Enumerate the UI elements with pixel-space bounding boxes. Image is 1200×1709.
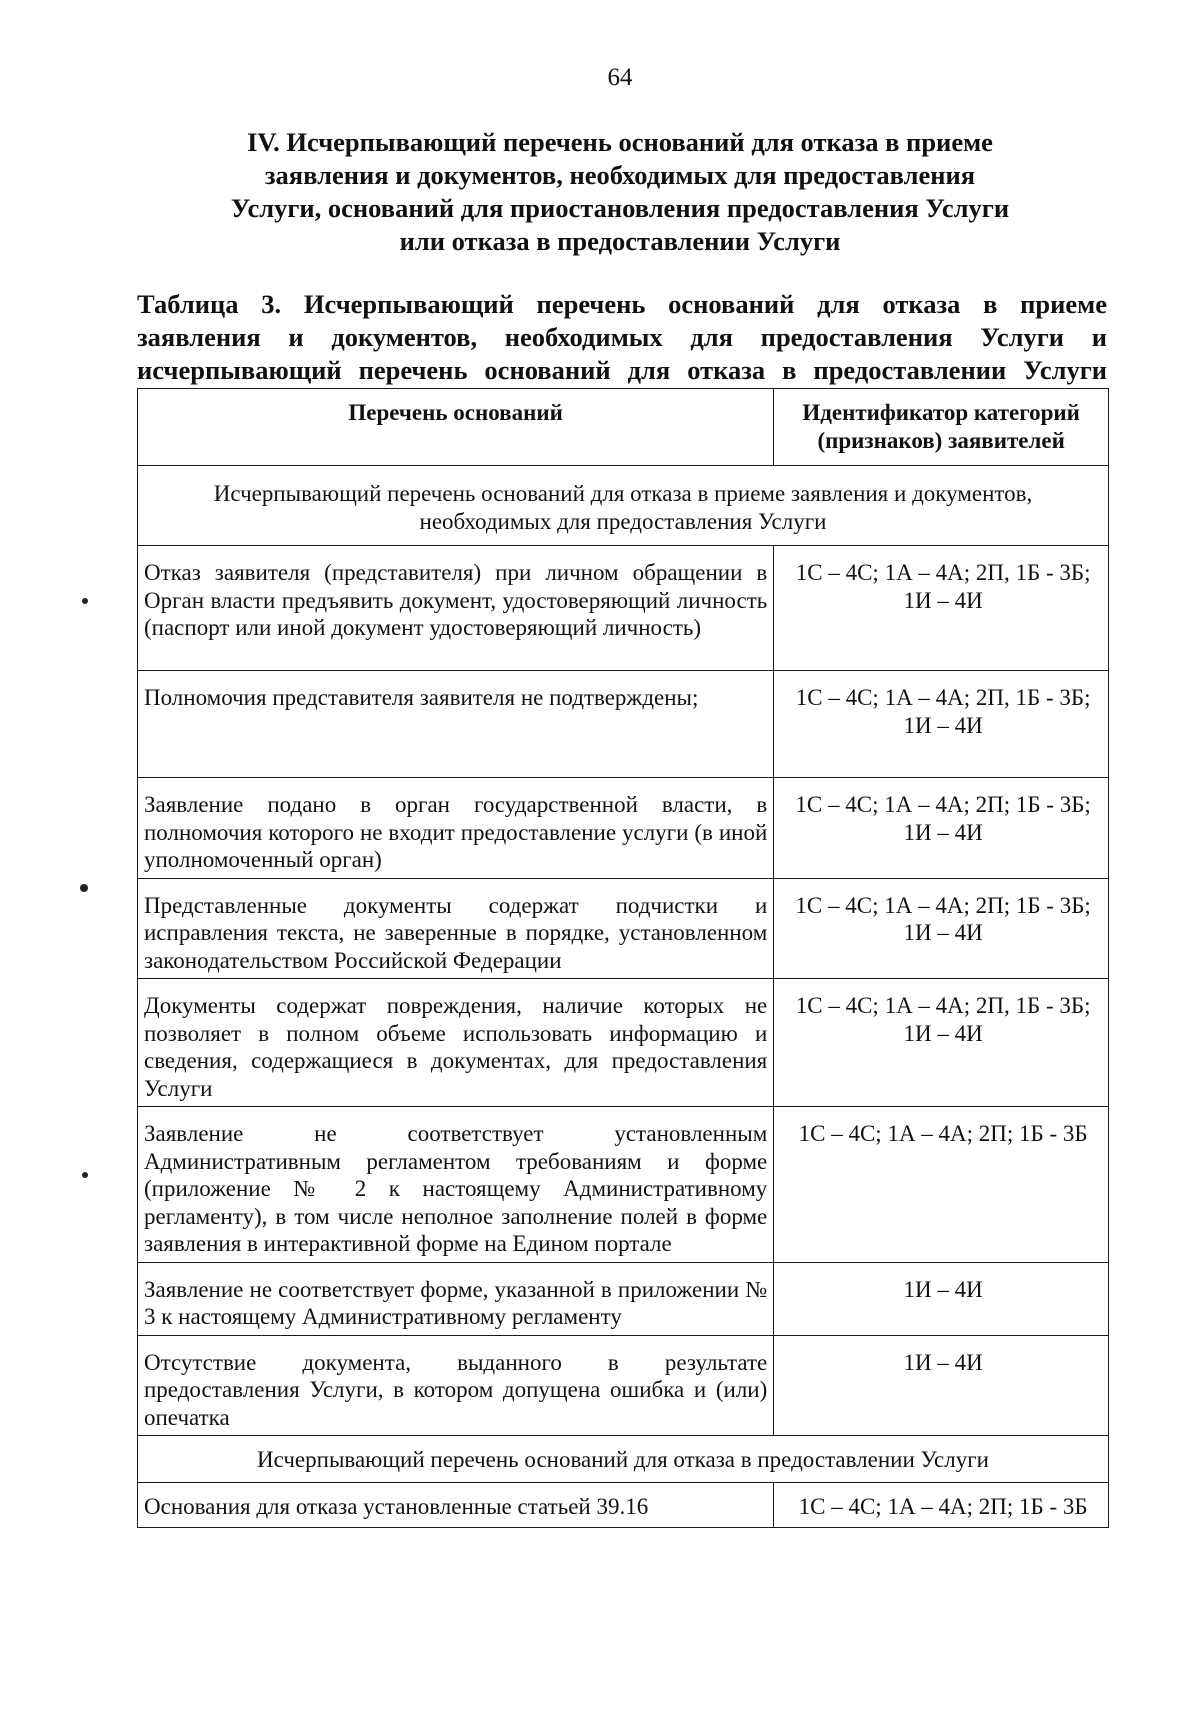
reason-cell: Полномочия представителя заявителя не подтверждены; xyxy=(138,671,774,778)
category-id-cell xyxy=(774,1482,1109,1527)
table-row xyxy=(138,1107,1109,1263)
group-heading-line: Исчерпывающий перечень оснований для отказа в предоставлении Услуги xyxy=(257,1447,989,1472)
section-title-line: заявления и документов, необходимых для предоставления xyxy=(264,160,976,190)
category-id-cell xyxy=(774,546,1109,671)
table-row xyxy=(138,546,1109,671)
category-id-cell xyxy=(774,1262,1109,1335)
grounds-table xyxy=(137,388,1109,1528)
scan-speck xyxy=(82,1172,88,1178)
reason-cell: Основания для отказа установленные статьей 39.16 xyxy=(138,1482,774,1527)
category-id-cell xyxy=(774,671,1109,778)
header-category-id-line: (признаков) заявителей xyxy=(817,427,1065,453)
reason-cell: Представленные документы содержат подчистки и исправления текста, не заверенные в порядке, установленном законодательством Российской Федерации xyxy=(138,878,774,979)
table-caption-line: Таблица 3. Исчерпывающий перечень оснований для отказа в приеме xyxy=(137,289,1107,319)
reason-cell: Документы содержат повреждения, наличие которых не позволяет в полном объеме использовать информацию и сведения, содержащиеся в документах, для предоставления Услуги xyxy=(138,979,774,1107)
header-category-id xyxy=(774,389,1109,466)
table-caption-line: исчерпывающий перечень оснований для отказа в предоставлении Услуги xyxy=(137,355,1107,385)
reason-cell: Заявление не соответствует установленным Административным регламентом требованиям и форме (приложение № 2 к настоящему Административному регламенту), в том числе неполное заполнение полей в форме заявления в интерактивной форме на Едином портале xyxy=(138,1107,774,1263)
table-row xyxy=(138,671,1109,778)
category-id-cell xyxy=(774,778,1109,879)
table-row xyxy=(138,1262,1109,1335)
reason-cell: Отсутствие документа, выданного в результате предоставления Услуги, в котором допущена ошибка и (или) опечатка xyxy=(138,1335,774,1436)
category-id-line: 1И – 4И xyxy=(903,587,983,613)
category-id-line: 1С – 4С; 1А – 4А; 2П, 1Б - 3Б; xyxy=(795,993,1091,1018)
section-title-line: Услуги, оснований для приостановления предоставления Услуги xyxy=(230,193,1010,223)
category-id-line: 1И – 4И xyxy=(903,1349,983,1375)
section-title-line: или отказа в предоставлении Услуги xyxy=(399,226,841,256)
page-number: 64 xyxy=(607,64,633,91)
category-id-cell xyxy=(774,979,1109,1107)
section-title xyxy=(180,126,1060,258)
reason-cell: Заявление не соответствует форме, указанной в приложении № 3 к настоящему Административному регламенту xyxy=(138,1262,774,1335)
scan-speck xyxy=(82,598,88,604)
table-caption-line: заявления и документов, необходимых для предоставления Услуги и xyxy=(137,322,1107,352)
category-id-line: 1С – 4С; 1А – 4А; 2П, 1Б - 3Б; xyxy=(795,685,1091,710)
table-caption xyxy=(137,288,1107,387)
table-row xyxy=(138,1335,1109,1436)
group-heading-line: необходимых для предоставления Услуги xyxy=(419,508,827,534)
group-heading-refusal xyxy=(138,1436,1109,1483)
scan-speck xyxy=(80,884,88,892)
group-heading-reception xyxy=(138,466,1109,546)
reason-cell: Заявление подано в орган государственной власти, в полномочия которого не входит предоставление услуги (в иной уполномоченный орган) xyxy=(138,778,774,879)
header-grounds-label: Перечень оснований xyxy=(348,400,563,425)
category-id-line: 1И – 4И xyxy=(903,1020,983,1046)
category-id-cell xyxy=(774,1107,1109,1263)
group-row xyxy=(138,466,1109,546)
category-id-cell xyxy=(774,1335,1109,1436)
table-row xyxy=(138,778,1109,879)
header-category-id-line: Идентификатор категорий xyxy=(802,400,1080,425)
group-heading-line: Исчерпывающий перечень оснований для отказа в приеме заявления и документов, xyxy=(213,481,1033,506)
header-grounds xyxy=(138,389,774,466)
table-row xyxy=(138,878,1109,979)
category-id-line: 1С – 4С; 1А – 4А; 2П; 1Б - 3Б xyxy=(798,1493,1088,1519)
category-id-line: 1И – 4И xyxy=(903,712,983,738)
category-id-line: 1С – 4С; 1А – 4А; 2П; 1Б - 3Б; xyxy=(795,892,1091,918)
category-id-line: 1И – 4И xyxy=(903,819,983,845)
group-row xyxy=(138,1436,1109,1483)
category-id-line: 1С – 4С; 1А – 4А; 2П, 1Б - 3Б; xyxy=(795,560,1091,585)
category-id-line: 1С – 4С; 1А – 4А; 2П; 1Б - 3Б; xyxy=(795,792,1091,817)
category-id-line: 1И – 4И xyxy=(903,920,983,945)
table-header-row xyxy=(138,389,1109,466)
reason-cell: Отказ заявителя (представителя) при личном обращении в Орган власти предъявить документ, удостоверяющий личность (паспорт или иной документ удостоверяющий личность) xyxy=(138,546,774,671)
category-id-cell xyxy=(774,878,1109,979)
table-row xyxy=(138,1482,1109,1527)
table-row xyxy=(138,979,1109,1107)
category-id-line: 1С – 4С; 1А – 4А; 2П; 1Б - 3Б xyxy=(798,1121,1088,1146)
category-id-line: 1И – 4И xyxy=(903,1276,983,1302)
section-title-line: IV. Исчерпывающий перечень оснований для отказа в приеме xyxy=(247,127,993,157)
